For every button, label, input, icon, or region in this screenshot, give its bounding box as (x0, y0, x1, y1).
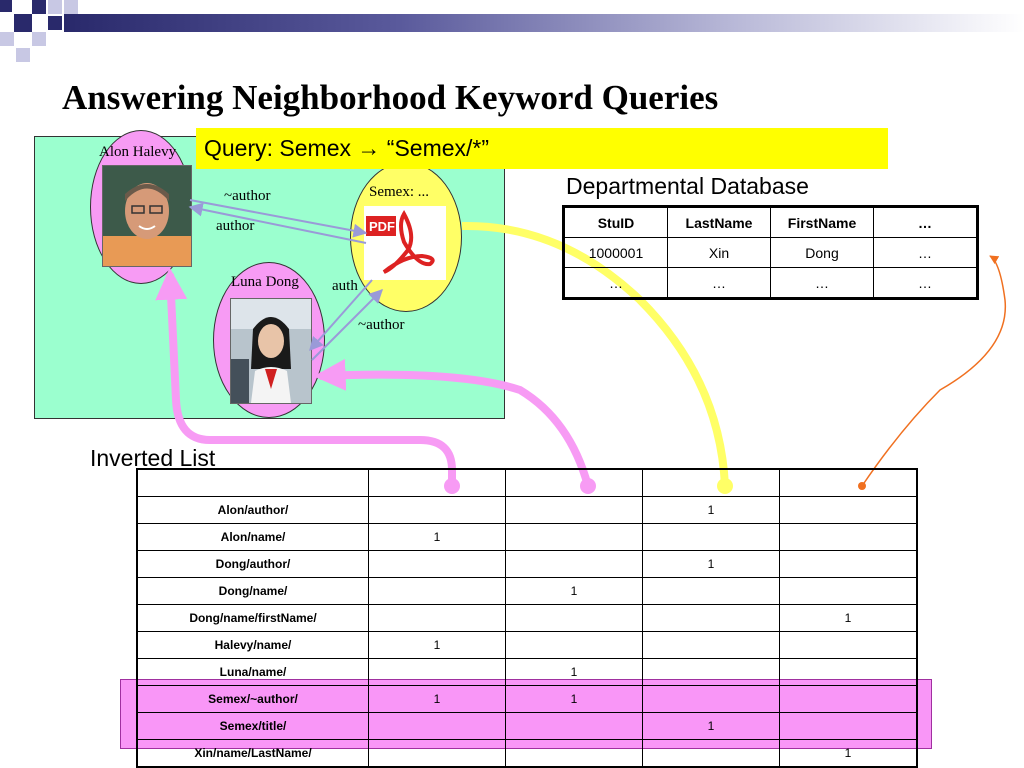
column-header: StuID (564, 207, 668, 238)
table-cell: 1 (506, 578, 643, 605)
table-cell (643, 524, 780, 551)
table-row (564, 238, 978, 268)
table-cell: … (874, 268, 978, 299)
table-cell (369, 713, 506, 740)
departmental-db-label: Departmental Database (566, 173, 809, 199)
table-cell (643, 632, 780, 659)
table-cell (780, 469, 918, 497)
query-prefix: Query: Semex (204, 135, 358, 161)
table-header-row (137, 469, 917, 497)
table-cell (369, 578, 506, 605)
table-cell (643, 686, 780, 713)
table-cell (506, 713, 643, 740)
table-row (137, 686, 917, 713)
alon-label: Alon Halevy (99, 144, 177, 160)
table-cell (506, 632, 643, 659)
table-cell (643, 659, 780, 686)
table-cell (643, 578, 780, 605)
table-row (137, 659, 917, 686)
table-cell (369, 740, 506, 768)
inverted-list-label: Inverted List (90, 445, 216, 471)
table-cell (780, 713, 918, 740)
row-key: Dong/author/ (137, 551, 369, 578)
table-cell: 1 (643, 497, 780, 524)
table-cell (780, 659, 918, 686)
table-cell: 1000001 (564, 238, 668, 268)
table-cell (780, 551, 918, 578)
table-cell: 1 (369, 524, 506, 551)
edge-label: auth (332, 278, 358, 294)
edge-label: author (216, 218, 255, 234)
table-cell (506, 524, 643, 551)
table-cell (780, 578, 918, 605)
table-row (137, 497, 917, 524)
table-cell: 1 (369, 686, 506, 713)
table-cell (643, 605, 780, 632)
edge-label: ~author (224, 188, 271, 204)
table-cell (369, 659, 506, 686)
table-cell (369, 497, 506, 524)
table-cell (643, 740, 780, 768)
table-cell: 1 (643, 713, 780, 740)
table-cell (369, 469, 506, 497)
query-banner (196, 128, 888, 169)
row-key: Luna/name/ (137, 659, 369, 686)
table-cell: Dong (771, 238, 874, 268)
table-row (137, 578, 917, 605)
table-cell (780, 686, 918, 713)
table-header-row (564, 207, 978, 238)
row-key: Alon/author/ (137, 497, 369, 524)
table-cell: … (874, 238, 978, 268)
table-cell (780, 524, 918, 551)
query-suffix: “Semex/*” (380, 135, 490, 161)
edge-label: ~author (358, 317, 405, 333)
table-cell: 1 (506, 659, 643, 686)
table-cell (780, 632, 918, 659)
table-cell: 1 (643, 551, 780, 578)
table-cell (506, 469, 643, 497)
row-key: Semex/title/ (137, 713, 369, 740)
table-cell: 1 (780, 605, 918, 632)
row-key: Dong/name/firstName/ (137, 605, 369, 632)
table-cell: … (668, 268, 771, 299)
row-key: Dong/name/ (137, 578, 369, 605)
inverted-list-table (136, 468, 918, 768)
table-row (137, 551, 917, 578)
table-cell: 1 (369, 632, 506, 659)
table-cell (643, 469, 780, 497)
column-header: FirstName (771, 207, 874, 238)
table-row (137, 524, 917, 551)
arrow-right-icon: → (357, 135, 381, 161)
table-cell: 1 (780, 740, 918, 768)
table-cell (506, 605, 643, 632)
table-row (564, 268, 978, 299)
table-cell (506, 551, 643, 578)
semex-label: Semex: ... (369, 184, 429, 200)
table-cell (369, 605, 506, 632)
table-cell: … (771, 268, 874, 299)
slide-title: Answering Neighborhood Keyword Queries (62, 78, 719, 117)
table-cell (369, 551, 506, 578)
row-key: Alon/name/ (137, 524, 369, 551)
column-header: … (874, 207, 978, 238)
table-row (137, 632, 917, 659)
row-key: Semex/~author/ (137, 686, 369, 713)
table-row (137, 605, 917, 632)
table-cell (780, 497, 918, 524)
table-cell: 1 (506, 686, 643, 713)
table-cell: Xin (668, 238, 771, 268)
row-key: Halevy/name/ (137, 632, 369, 659)
table-cell: … (564, 268, 668, 299)
column-header: LastName (668, 207, 771, 238)
table-row (137, 713, 917, 740)
table-cell (506, 740, 643, 768)
table-cell (506, 497, 643, 524)
pdf-label: PDF (369, 219, 395, 234)
row-key: Xin/name/LastName/ (137, 740, 369, 768)
table-cell (137, 469, 369, 497)
departmental-table (562, 205, 979, 300)
table-row (137, 740, 917, 768)
luna-label: Luna Dong (231, 274, 299, 290)
